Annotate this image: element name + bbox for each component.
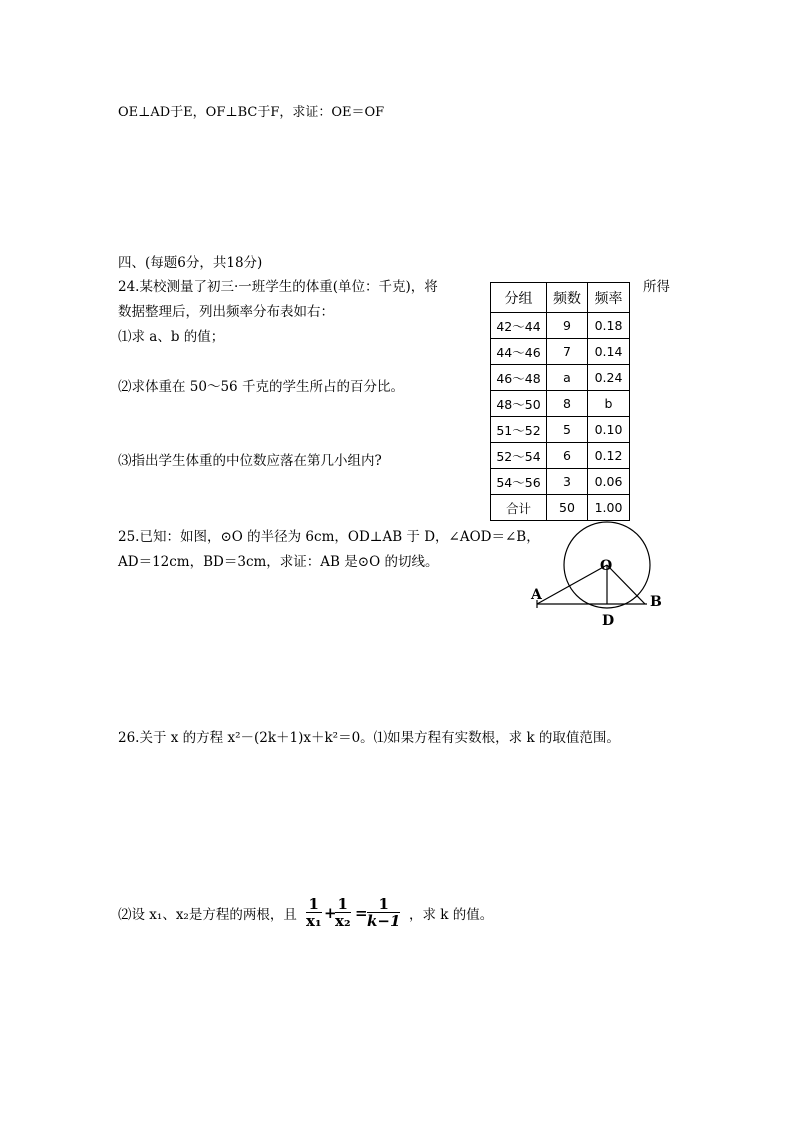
table-cell: 42～44 <box>491 313 547 339</box>
table-cell: 1.00 <box>588 495 630 521</box>
frequency-table <box>490 282 630 521</box>
q25-line1: 25.已知：如图，⊙O 的半径为 6cm，OD⊥AB 于 D，∠AOD＝∠B， <box>118 529 540 545</box>
q26-line1: 26.关于 x 的方程 x²－(2k＋1)x＋k²＝0。⑴如果方程有实数根，求 k 的取值范围。 <box>118 730 620 746</box>
fraction-denominator: x₂ <box>335 912 351 930</box>
table-cell: 合计 <box>491 495 547 521</box>
label-d: D <box>602 613 615 629</box>
plus-sign: + <box>324 904 337 922</box>
table-cell: 6 <box>547 443 588 469</box>
table-cell: 44～46 <box>491 339 547 365</box>
q24-part2: ⑵求体重在 50～56 千克的学生所占的百分比。 <box>118 379 404 395</box>
q24-part1: ⑴求 a、b 的值； <box>118 329 225 345</box>
table-cell: 52～54 <box>491 443 547 469</box>
table-row <box>491 339 630 365</box>
table-cell: 54～56 <box>491 469 547 495</box>
table-cell: 0.24 <box>588 365 630 391</box>
table-total-row <box>491 495 630 521</box>
q24-line1-right: 所得 <box>643 279 670 295</box>
q25-line2: AD＝12cm，BD＝3cm，求证：AB 是⊙O 的切线。 <box>118 554 439 570</box>
fraction-1-over-k-minus-1 <box>367 896 400 929</box>
q26-part2-suffix: ，求 k 的值。 <box>409 907 494 923</box>
table-row <box>491 365 630 391</box>
label-o: O <box>600 558 613 574</box>
table-row <box>491 391 630 417</box>
table-header-cell: 分组 <box>491 283 547 313</box>
label-b: B <box>650 594 662 610</box>
fraction-numerator: 1 <box>308 895 319 913</box>
table-cell: 0.12 <box>588 443 630 469</box>
table-cell: 46～48 <box>491 365 547 391</box>
table-row <box>491 469 630 495</box>
table-cell: a <box>547 365 588 391</box>
table-cell: 9 <box>547 313 588 339</box>
table-header-cell: 频数 <box>547 283 588 313</box>
table-cell: 8 <box>547 391 588 417</box>
table-cell: 0.10 <box>588 417 630 443</box>
table-cell: 5 <box>547 417 588 443</box>
table-cell: 3 <box>547 469 588 495</box>
table-row <box>491 313 630 339</box>
table-cell: 0.14 <box>588 339 630 365</box>
q24-line1: 24.某校测量了初三·一班学生的体重(单位：千克)，将 <box>118 279 438 295</box>
table-cell: 0.06 <box>588 469 630 495</box>
table-row <box>491 443 630 469</box>
fraction-numerator: 1 <box>337 895 348 913</box>
segment-ob <box>607 565 645 604</box>
label-a: A <box>531 587 542 603</box>
fraction-denominator: k−1 <box>367 912 401 930</box>
fraction-1-over-x1 <box>306 896 322 929</box>
table-cell: 0.18 <box>588 313 630 339</box>
q24-line2: 数据整理后，列出频率分布表如右： <box>118 304 334 320</box>
section-heading: 四、(每题6分，共18分) <box>118 255 263 271</box>
q24-part3: ⑶指出学生体重的中位数应落在第几小组内? <box>118 453 382 469</box>
segment-oa <box>537 565 607 604</box>
q26-part2-prefix: ⑵设 x₁、x₂是方程的两根，且 <box>118 907 297 923</box>
table-cell: 50 <box>547 495 588 521</box>
table-header-row <box>491 283 630 313</box>
fraction-denominator: x₁ <box>306 912 322 930</box>
table-cell: 51～52 <box>491 417 547 443</box>
table-row <box>491 417 630 443</box>
table-cell: 7 <box>547 339 588 365</box>
table-cell: 48～50 <box>491 391 547 417</box>
table-cell: b <box>588 391 630 417</box>
prev-problem-tail: OE⊥AD于E，OF⊥BC于F，求证：OE＝OF <box>118 105 385 120</box>
fraction-1-over-x2 <box>335 896 351 929</box>
fraction-numerator: 1 <box>378 895 389 913</box>
q25-geometry-figure <box>525 520 675 632</box>
equals-sign: = <box>355 904 368 922</box>
table-header-cell: 频率 <box>588 283 630 313</box>
